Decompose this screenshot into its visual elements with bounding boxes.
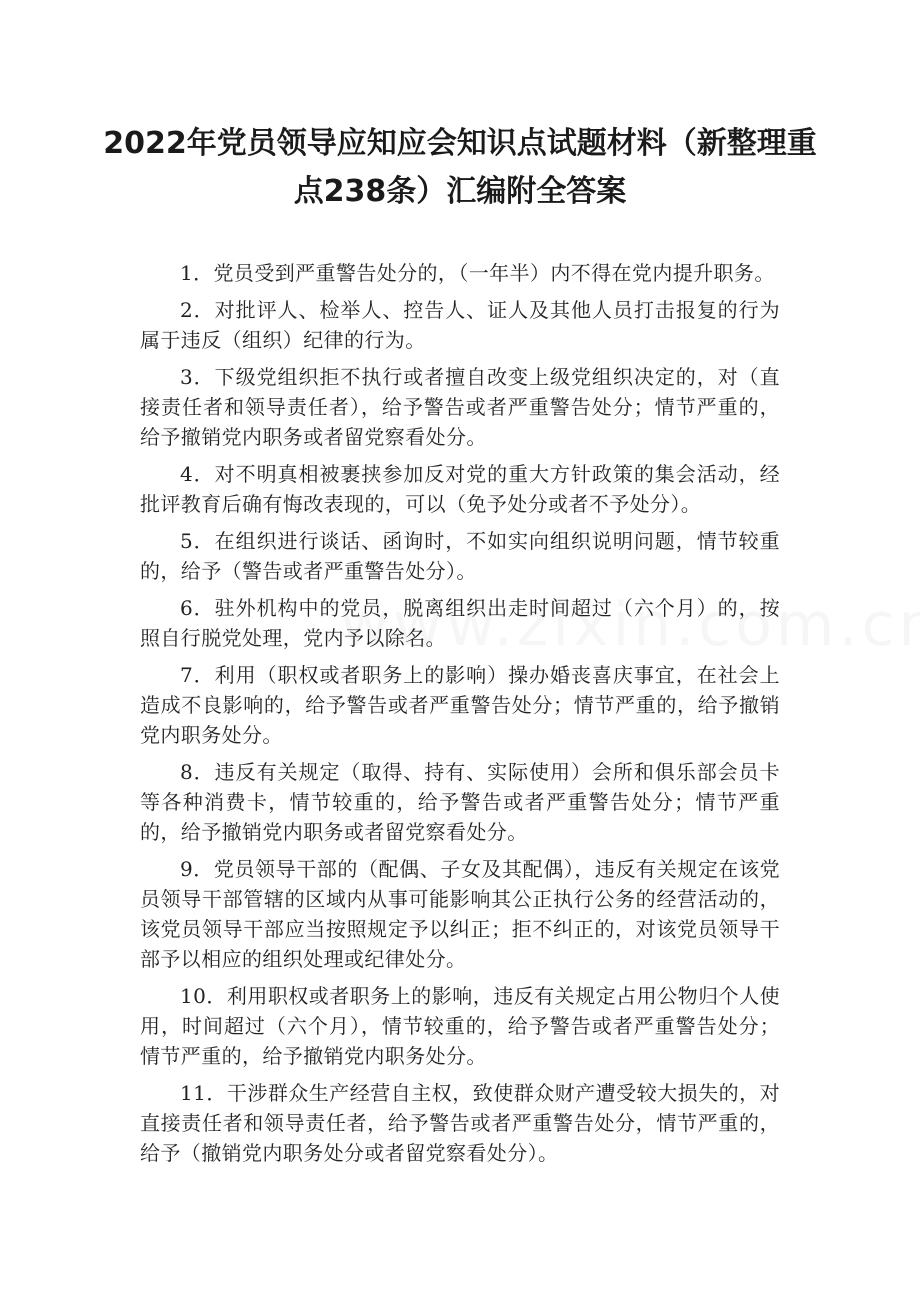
document-title: 2022年党员领导应知应会知识点试题材料（新整理重点238条）汇编附全答案 (103, 126, 817, 209)
question-item: 7．利用（职权或者职务上的影响）操办婚丧喜庆事宜，在社会上造成不良影响的，给予警告或者严重警告处分；情节严重的，给予撤销党内职务处分。 (140, 663, 780, 747)
question-item: 9．党员领导干部的（配偶、子女及其配偶），违反有关规定在该党员领导干部管辖的区域内从事可能影响其公正执行公务的经营活动的，该党员领导干部应当按照规定予以纠正；拒不纠正的，对该党员领导干部予以相应的组织处理或纪律处分。 (140, 857, 780, 971)
question-item: 6．驻外机构中的党员，脱离组织出走时间超过（六个月）的，按照自行脱党处理，党内予以除名。 (140, 596, 780, 650)
question-item: 4．对不明真相被裹挟参加反对党的重大方针政策的集会活动，经批评教育后确有悔改表现的，可以（免予处分或者不予处分）。 (140, 462, 780, 516)
document-body (140, 258, 780, 1175)
question-item: 1．党员受到严重警告处分的，（一年半）内不得在党内提升职务。 (180, 261, 775, 285)
question-item: 3．下级党组织拒不执行或者擅自改变上级党组织决定的，对（直接责任者和领导责任者），给予警告或者严重警告处分；情节严重的，给予撤销党内职务或者留党察看处分。 (140, 365, 780, 449)
question-item: 8．违反有关规定（取得、持有、实际使用）会所和俱乐部会员卡等各种消费卡，情节较重的，给予警告或者严重警告处分；情节严重的，给予撤销党内职务或者留党察看处分。 (140, 760, 780, 844)
question-item: 11．干涉群众生产经营自主权，致使群众财产遭受较大损失的，对直接责任者和领导责任者，给予警告或者严重警告处分，情节严重的，给予（撤销党内职务处分或者留党察看处分）。 (140, 1081, 780, 1165)
question-item: 10．利用职权或者职务上的影响，违反有关规定占用公物归个人使用，时间超过（六个月），情节较重的，给予警告或者严重警告处分；情节严重的，给予撤销党内职务处分。 (140, 984, 780, 1068)
question-item: 2．对批评人、检举人、控告人、证人及其他人员打击报复的行为属于违反（组织）纪律的行为。 (140, 298, 780, 352)
question-item: 5．在组织进行谈话、函询时，不如实向组织说明问题，情节较重的，给予（警告或者严重警告处分）。 (140, 529, 780, 583)
